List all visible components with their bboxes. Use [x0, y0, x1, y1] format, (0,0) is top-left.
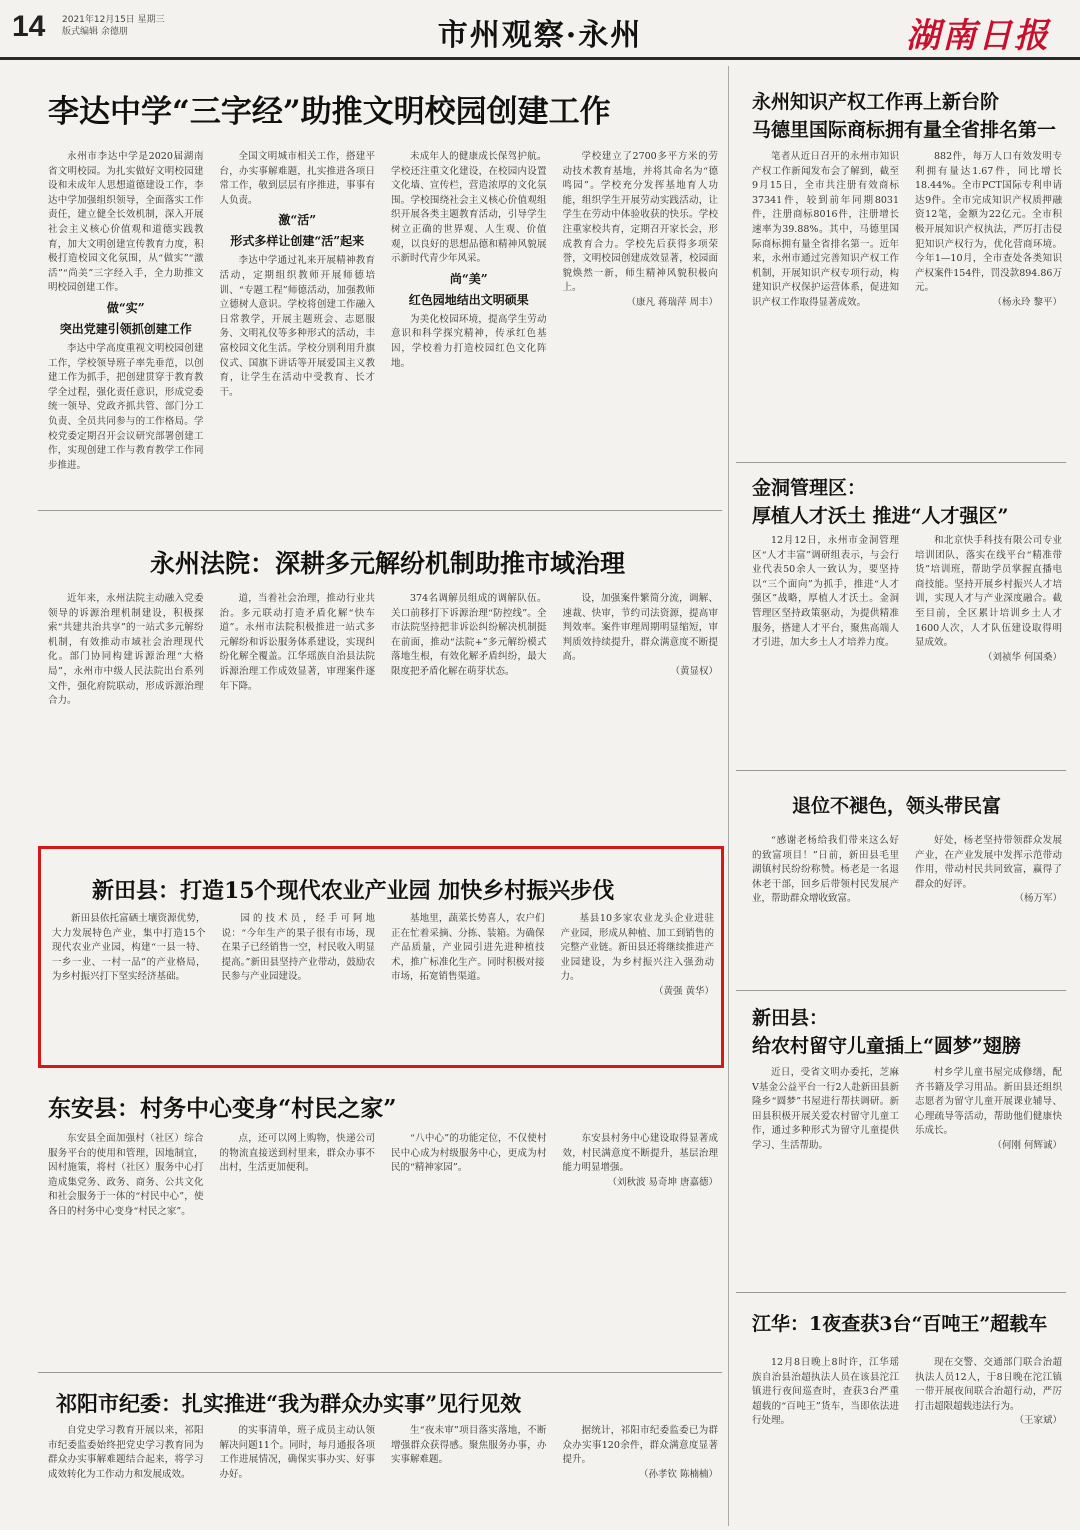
paragraph: 笔者从近日召开的永州市知识产权工作新闻发布会了解到，截至9月15日，全市共注册有效商标37341件，较到前年同期8031件，注册商标8016件，注册增长速率为39.88%。其中，马德里国际商标拥有量全省排名第一。近年来，永州市通过完善知识产权工作机制，开展知识产权专项行动，构建知识产权保护运营体系，促进知识产权工作取得显著成效。 — [752, 151, 899, 308]
article-headline: 金洞管理区： 厚植人才沃土 推进“人才强区” — [752, 477, 1009, 527]
article-column — [52, 912, 206, 1060]
paragraph: 设，加强案件繁简分流，调解、速裁、快审，节约司法资源，提高审判效率。案件审理周期明显缩短，审判质效持续提升，群众满意度不断提高。 — [562, 593, 718, 663]
paragraph: 未成年人的健康成长保驾护航。学校还注重文化建设，在校园内设置文化墙、宣传栏，营造浓厚的文化氛围。学校围绕社会主义核心价值观组织开展各类主题教育活动，引导学生树立正确的世界观、人生观、价值观，以良好的思想品德和精神风貌展示新时代青少年风采。 — [391, 151, 547, 265]
paragraph: 东安县全面加强村（社区）综合服务平台的使用和管理，因地制宜，因村施策，将村（社区）服务中心打造成集党务、政务、商务、公共文化和社会服务于一体的“村民中心”，使各日的村务中心变身“村民之家”。 — [48, 1133, 204, 1217]
article-column — [915, 150, 1062, 450]
divider — [736, 462, 1066, 463]
article-column — [220, 592, 376, 834]
paragraph: 永州市李达中学是2020届湖南省文明校园。为扎实做好文明校园建设和未成年人思想道德建设工作，李达中学加强组织领导，全面落实工作责任，建立健全长效机制，深入开展社会主义核心价值观和道德实践教育，加大文明创建宣传教育力度，积极打造校园文化氛围，从“做实”“激活”“尚美”三字经入手，全力助推文明校园创建工作。 — [48, 151, 204, 294]
paragraph: 生“夜未审”项目落实落地，不断增强群众获得感。聚焦服务办事，办实事解难题。 — [391, 1425, 547, 1466]
article-body — [752, 1356, 1062, 1522]
paragraph: 道，当着社会治理，推动行业共治。多元联动打造矛盾化解“快车道”。永州市法院积极推进一站式多元解纷和诉讼服务体系建设，实现纠纷化解全覆盖。江华瑶族自治县法院诉源治理工作成效显著，审理案件逐年下降。 — [219, 593, 375, 692]
paragraph: 的实事清单，班子成员主动认领解决问题11个。同时，每月通报各项工作进展情况，确保实事办实、好事办好。 — [219, 1425, 375, 1480]
paragraph: 村乡学儿童书屋完成修缮，配齐书籍及学习用品。新田县还组织志愿者为留守儿童开展课业辅导、心理疏导等活动，帮助他们健康快乐成长。 — [915, 1067, 1062, 1137]
article-column — [48, 150, 204, 495]
paragraph: 全国文明城市相关工作，搭建平台，办实事解难题，扎实推进各项日常工作，敬到层层有序推进，事事有人负责。 — [219, 151, 375, 206]
article-body — [752, 1066, 1062, 1278]
byline: （王家斌） — [1014, 1415, 1062, 1427]
subheading: 尚“美” — [449, 271, 488, 286]
article-column — [752, 834, 899, 974]
paragraph: 园的技术员，经手可阿地说：“今年生产的果子很有市场，现在果子已经销售一空，村民收入明显提高。”新田县坚持产业带动，鼓励农民参与产业园建设。 — [221, 913, 375, 983]
editor-line: 版式编辑 余德朋 — [62, 27, 128, 37]
subheading: 激“活” — [278, 213, 317, 228]
article-headline: 永州法院：深耕多元解纷机制助推市域治理 — [150, 549, 626, 578]
article-headline: 祁阳市纪委：扎实推进“我为群众办实事”见行见效 — [56, 1391, 522, 1416]
paragraph: 据统计，祁阳市纪委监委已为群众办实事120余件，群众满意度显著提升。 — [562, 1425, 718, 1466]
article-headline: 新田县：打造15个现代农业产业园 加快乡村振兴步伐 — [92, 878, 615, 904]
paragraph: 好处，杨老坚持带领群众发展产业，在产业发展中发挥示范带动作用，带动村民共同致富，赢得了群众的好评。 — [915, 835, 1062, 890]
article-column — [48, 592, 204, 834]
paragraph: 李达中学高度重视文明校园创建工作，学校领导班子率先垂范，以创建工作为抓手，把创建贯穿于教育教学全过程，强化责任意识，形成党委统一领导、党政齐抓共管、部门分工负责、全员共同参与的工作格局。学校党委定期召开会议研究部署创建工作，实现创建工作与教育教学工作同步推进。 — [48, 342, 204, 471]
article-column — [915, 534, 1062, 758]
article-body — [752, 150, 1062, 450]
masthead — [0, 0, 1080, 60]
paragraph: 近年来，永州法院主动融入党委领导的诉源治理机制建设，积极探索“共建共治共享”的一站式多元解纷机制，有效推动市域社会治理现代化。部门协同构建诉源治理“大格局”，永州市中级人民法院出台系列文件，强化府院联动，形成诉源治理合力。 — [48, 593, 204, 707]
article-headline: 退位不褪色，领头带民富 — [792, 795, 1002, 817]
article-column — [915, 1356, 1062, 1522]
newspaper-logo: 湖南日报 — [906, 16, 1050, 56]
paragraph: 点，还可以网上购物，快递公司的物流直接送到村里来，群众办事不出村，生活更加便利。 — [219, 1133, 375, 1174]
paragraph: 新田县依托富硒土壤资源优势，大力发展特色产业，集中打造15个现代农业产业园，构建“一县一特、一乡一业、一村一品”的产业格局，为乡村振兴打下坚实经济基础。 — [52, 913, 206, 983]
divider — [736, 1292, 1066, 1293]
article-column — [563, 1132, 719, 1360]
article-column — [391, 592, 547, 834]
paragraph: 李达中学通过礼来开展精神教育活动，定期组织教师开展师德培训、“专题工程”师德活动，加强教师立德树人意识。学校将创建工作融入日常教学，开展主题班会、志愿服务、文明礼仪等多种形式的活动，丰富校园文化生活。学校分别利用升旗仪式、国旗下讲话等开展爱国主义教育，让学生在活动中受教育、长才干。 — [219, 255, 375, 398]
divider — [736, 770, 1066, 771]
article-column — [752, 1356, 899, 1522]
article-column — [48, 1424, 204, 1524]
paragraph: 东安县村务中心建设取得显著成效，村民满意度不断提升，基层治理能力明显增强。 — [562, 1133, 718, 1174]
article-column — [752, 150, 899, 450]
byline: （孙孝钦 陈楠楠） — [638, 1468, 718, 1480]
byline: （黄显权） — [670, 665, 718, 677]
article-headline: 永州知识产权工作再上新台阶 马德里国际商标拥有量全省排名第一 — [752, 91, 1057, 141]
paragraph: 和北京快手科技有限公司专业培训团队，落实在线平台“精准带货”培训班，帮助学员掌握直播电商技能。坚持开展乡村振兴人才培训，实现人才与产业深度融合。截至目前，全区累计培训乡土人才1600人次，人才队伍建设取得明显成效。 — [915, 535, 1062, 649]
byline: （刘祯华 何国桑） — [982, 651, 1062, 663]
paragraph: 近日，受省文明办委托，芝麻V基金公益平台一行2人赴新田县新隆乡“圆梦”书屋进行帮扶调研。新田县积极开展关爱农村留守儿童工作，通过多种形式为留守儿童提供学习、生活帮助。 — [752, 1067, 899, 1151]
date-line: 2021年12月15日 星期三 — [62, 15, 165, 25]
article-column — [220, 150, 376, 495]
byline: （何刚 何辉诚） — [992, 1139, 1062, 1151]
article-column — [220, 1132, 376, 1360]
divider — [38, 1372, 722, 1373]
subheading: 红色园地结出文明硕果 — [408, 292, 529, 307]
article-column — [915, 1066, 1062, 1278]
article-headline: 东安县：村务中心变身“村民之家” — [48, 1095, 397, 1122]
byline: （杨永玲 黎平） — [992, 296, 1062, 308]
column-divider — [728, 66, 729, 1526]
subheading: 做“实” — [106, 300, 145, 315]
article-column — [563, 150, 719, 495]
paragraph: 为美化校园环境，提高学生劳动意识和科学探究精神，传承红色基因，学校着力打造校园红色文化阵地。 — [391, 313, 547, 369]
article-headline: 李达中学“三字经”助推文明校园创建工作 — [48, 94, 611, 130]
article-headline: 新田县： 给农村留守儿童插上“圆梦”翅膀 — [752, 1007, 1021, 1057]
article-body — [48, 150, 718, 495]
article-body — [52, 912, 714, 1060]
byline: （康凡 蒋瑞萍 周丰） — [626, 296, 718, 308]
paragraph: 自党史学习教育开展以来，祁阳市纪委监委始终把党史学习教育同为群众办实事解难题结合起来，将学习成效转化为工作动力和发展成效。 — [48, 1425, 204, 1480]
article-column — [391, 150, 547, 495]
article-column — [915, 834, 1062, 974]
paragraph: “感谢老杨给我们带来这么好的致富项目！”日前，新田县毛里湖镇村民纷纷称赞。杨老是一名退休老干部，回乡后带领村民发展产业，帮助群众增收致富。 — [752, 835, 899, 905]
article-body — [752, 834, 1062, 974]
byline: （黄强 黄华） — [653, 985, 714, 997]
article-column — [752, 1066, 899, 1278]
subheading: 突出党建引领抓创建工作 — [59, 321, 192, 336]
byline: （杨万军） — [1014, 893, 1062, 905]
paragraph: 现在交警、交通部门联合治超执法人员12人，于8日晚在沱江镇一带开展夜间联合治超行动，严厉打击超限超载违法行为。 — [915, 1357, 1062, 1412]
article-headline: 江华：1夜查获3台“百吨王”超载车 — [752, 1313, 1048, 1335]
paragraph: 12月8日晚上8时许，江华瑶族自治县治超执法人员在该县沱江镇进行夜间巡查时，查获3台严重超载的“百吨王”货车，当即依法进行处理。 — [752, 1357, 899, 1427]
paragraph: 学校建立了2700多平方米的劳动技术教育基地，并将其命名为“德鸣园”。学校充分发挥基地育人功能，组织学生开展劳动实践活动，让学生在劳动中体验收获的快乐。学校注重家校共育，定期召开家长会，形成教育合力。学校先后获得多项荣誉，文明校园创建成效显著，校园面貌焕然一新，师生精神风貌积极向上。 — [562, 151, 718, 294]
article-column — [563, 592, 719, 834]
article-column — [563, 1424, 719, 1524]
article-column — [391, 1132, 547, 1360]
subheading: 形式多样让创建“活”起来 — [230, 234, 365, 249]
paragraph: 12月12日，永州市金洞管理区“人才丰富”调研组表示，与会行业代表50余人一致认为，要坚持以“三个面向”为抓手，推进“人才强区”战略，厚植人才沃土。金洞管理区坚持政策驱动，为提供精准服务，搭建人才平台，聚焦高端人才引进，加大乡土人才培养力度。 — [752, 535, 899, 649]
paragraph: 374名调解员组成的调解队伍。关口前移打下诉源治理“防控线”。全市法院坚持把非诉讼纠纷解决机制挺在前面，推动“法院+”多元解纷模式落地生根，有效化解矛盾纠纷，最大限度把矛盾化解在萌芽状态。 — [391, 593, 547, 677]
divider — [38, 510, 722, 511]
article-body — [48, 1132, 718, 1360]
paragraph: 基地里，蔬菜长势喜人，农户们正在忙着采摘、分拣、装箱。为确保产品质量，产业园引进先进种植技术，推广标准化生产。同时积极对接市场，拓宽销售渠道。 — [391, 913, 545, 983]
article-column — [48, 1132, 204, 1360]
paragraph: “八中心”的功能定位，不仅使村民中心成为村级服务中心，更成为村民的“精神家园”。 — [391, 1133, 547, 1174]
page-number: 14 — [12, 10, 46, 43]
article-body — [752, 534, 1062, 758]
section-title: 市州观察·永州 — [437, 18, 643, 53]
divider — [736, 990, 1066, 991]
article-column — [391, 912, 545, 1060]
paragraph: 882件，每万人口有效发明专利拥有量达1.67件，同比增长18.44%。全市PCT国际专利申请达9件。全市完成知识产权质押融资12笔，金额为22亿元。全市积极开展知识产权执法，严厉打击侵犯知识产权行为，优化营商环境。今年1—10月，全市查处各类知识产权案件154件，罚没款894.86万元。 — [915, 151, 1062, 294]
article-column — [561, 912, 715, 1060]
article-body — [48, 1424, 718, 1524]
article-column — [222, 912, 376, 1060]
article-column — [752, 534, 899, 758]
article-body — [48, 592, 718, 834]
article-column — [220, 1424, 376, 1524]
article-column — [391, 1424, 547, 1524]
paragraph: 基县10多家农业龙头企业进驻产业园，形成从种植、加工到销售的完整产业链。新田县还将继续推进产业园建设，为乡村振兴注入强劲动力。 — [560, 913, 714, 983]
byline: （刘秋波 易奇坤 唐嘉德） — [607, 1176, 718, 1188]
